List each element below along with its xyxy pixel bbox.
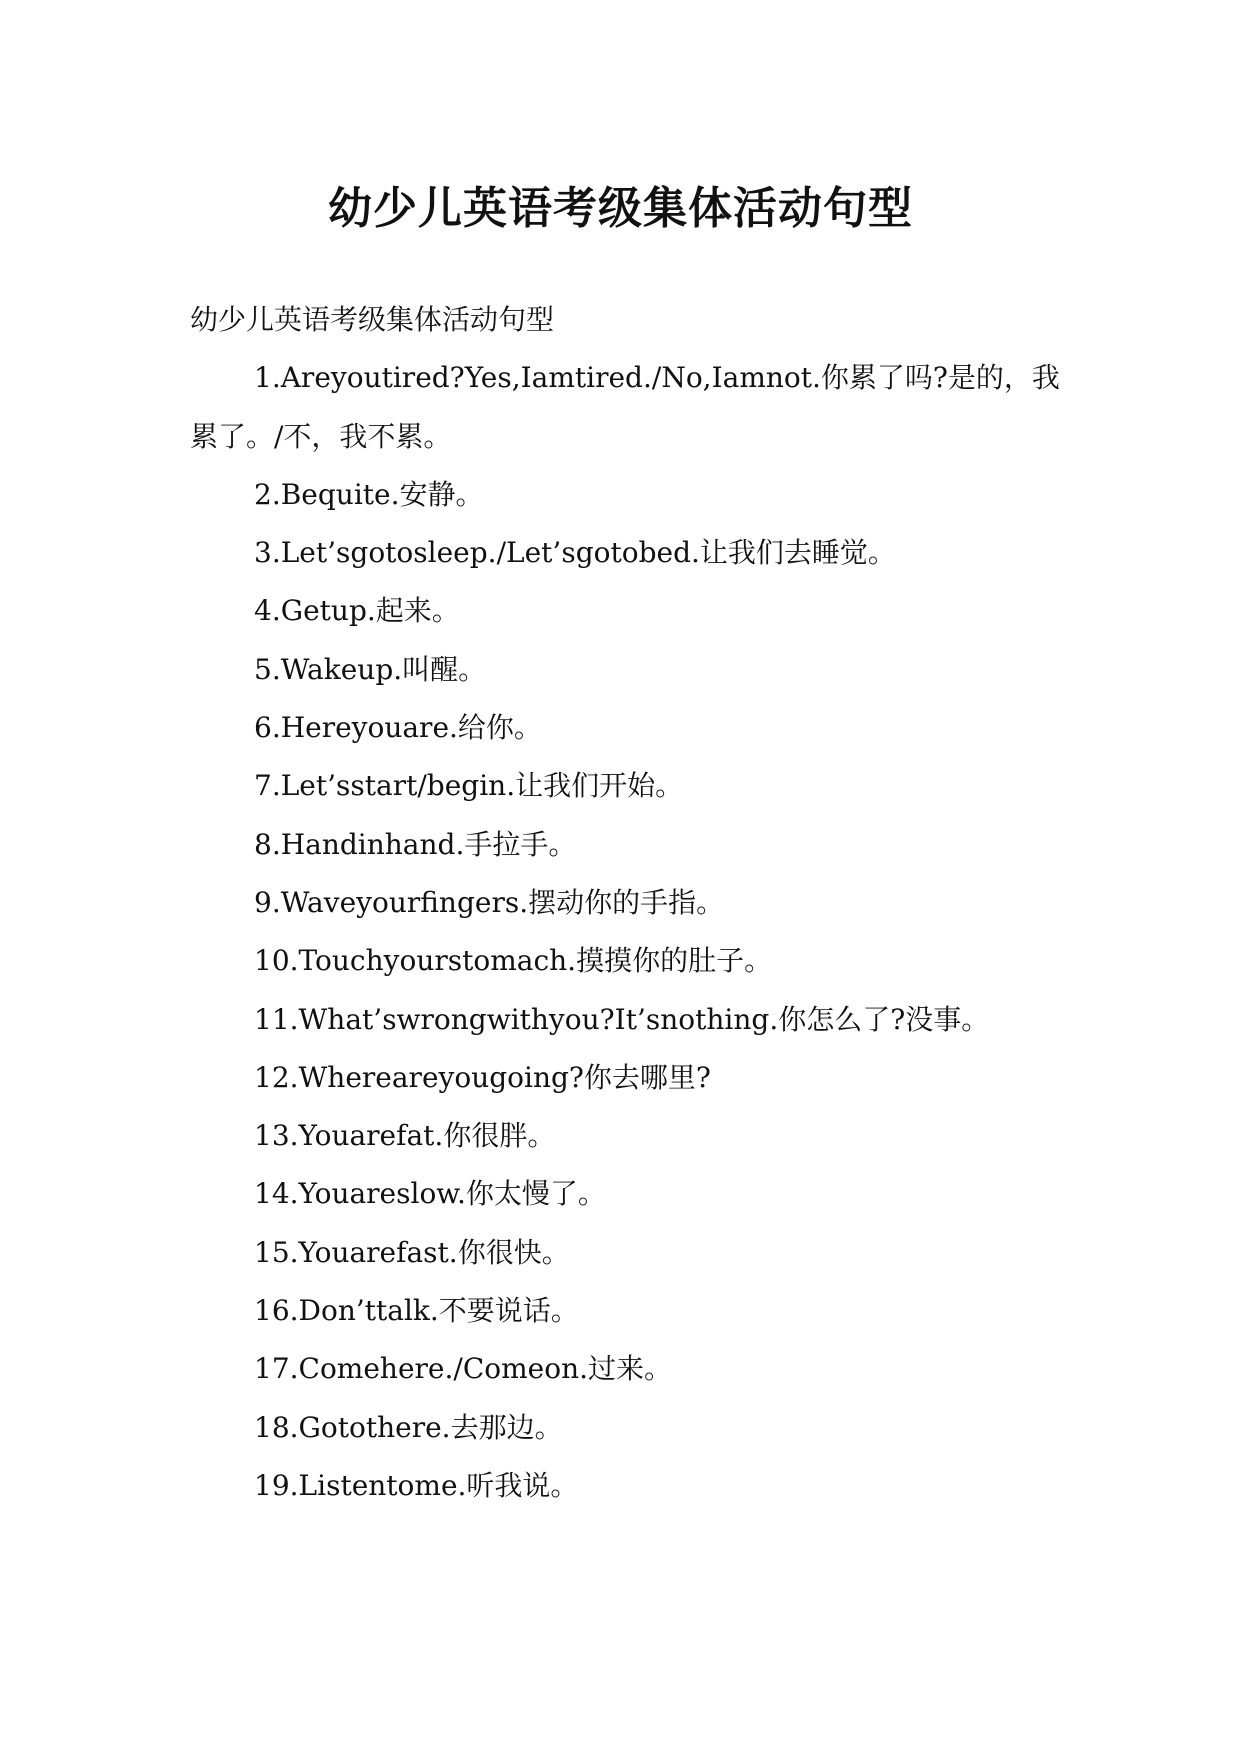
list-item: 7.Let’sstart/begin.让我们开始。 xyxy=(254,769,684,803)
list-item: 8.Handinhand.手拉手。 xyxy=(254,827,577,861)
list-item: 18.Gotothere.去那边。 xyxy=(254,1410,563,1444)
list-item: 9.Waveyourfingers.摆动你的手指。 xyxy=(254,885,725,919)
list-item: 2.Bequite.安静。 xyxy=(254,477,484,511)
list-item: 10.Touchyourstomach.摸摸你的肚子。 xyxy=(254,944,773,978)
list-item: 6.Hereyouare.给你。 xyxy=(254,711,542,745)
list-item: 3.Let’sgotosleep./Let’sgotobed.让我们去睡觉。 xyxy=(254,536,896,570)
list-item: 11.What’swrongwithyou?It’snothing.你怎么了?没事。 xyxy=(254,1002,990,1036)
document-subtitle: 幼少儿英语考级集体活动句型 xyxy=(190,303,555,336)
list-item: 5.Wakeup.叫醒。 xyxy=(254,652,487,686)
list-item: 17.Comehere./Comeon.过来。 xyxy=(254,1352,673,1386)
list-item: 1.Areyoutired?Yes,Iamtired./No,Iamnot.你累了吗?是的，我累了。/不，我不累。 xyxy=(190,361,1060,453)
list-item: 13.Youarefat.你很胖。 xyxy=(254,1119,556,1153)
document-title: 幼少儿英语考级集体活动句型 xyxy=(328,183,913,235)
list-item: 15.Youarefast.你很快。 xyxy=(254,1235,570,1269)
list-item: 16.Don’ttalk.不要说话。 xyxy=(254,1294,579,1328)
document-body xyxy=(190,291,1060,1515)
list-item: 4.Getup.起来。 xyxy=(254,594,460,628)
list-item: 19.Listentome.听我说。 xyxy=(254,1468,579,1502)
list-item: 14.Youareslow.你太慢了。 xyxy=(254,1177,606,1211)
list-item: 12.Whereareyougoing?你去哪里? xyxy=(254,1060,711,1094)
